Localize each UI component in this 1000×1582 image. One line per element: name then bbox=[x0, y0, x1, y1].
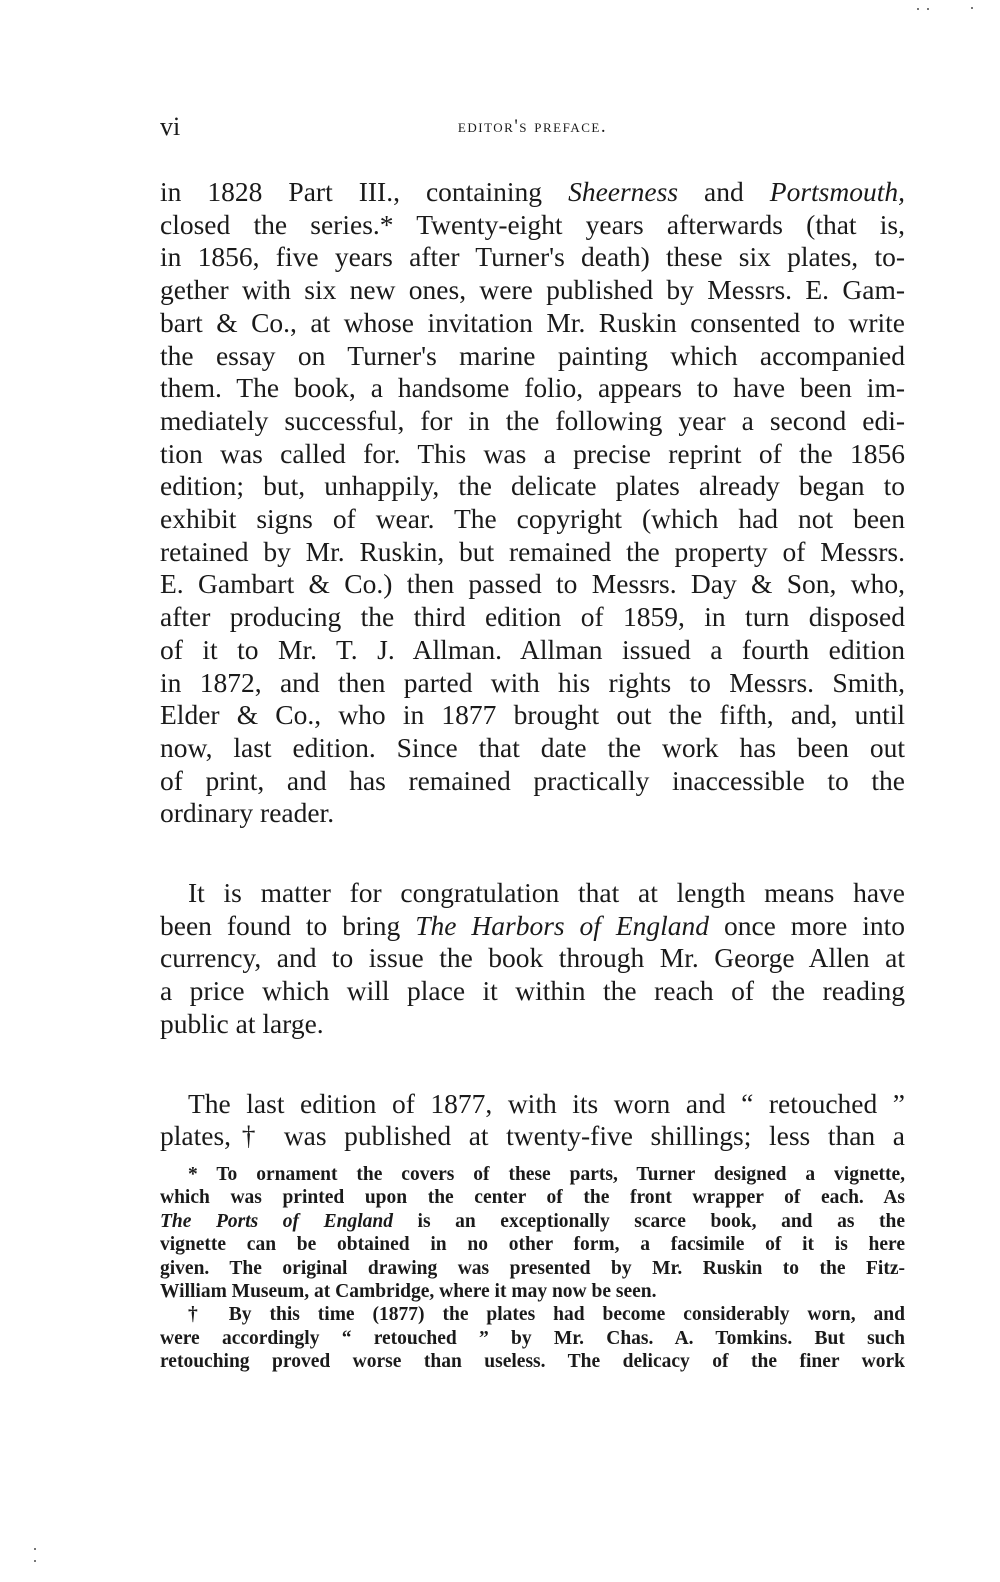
scan-speck bbox=[34, 1548, 36, 1550]
paragraph-3 bbox=[160, 1088, 905, 1153]
text-line: the essay on Turner's marine painting which accompanied bbox=[160, 339, 905, 371]
scan-speck bbox=[927, 8, 929, 10]
text-line: a price which will place it within the reach of the reading bbox=[160, 975, 905, 1007]
text-line: edition; but, unhappily, the delicate plates already began to bbox=[160, 470, 905, 502]
scan-speck bbox=[34, 1560, 36, 1562]
text-line: them. The book, a handsome folio, appears to have been im- bbox=[160, 372, 905, 404]
paragraph-1 bbox=[160, 176, 905, 830]
italic-title: Sheerness bbox=[568, 176, 679, 207]
italic-title: The Ports of England bbox=[160, 1210, 393, 1232]
page-number: vi bbox=[160, 112, 181, 141]
text-line: mediately successful, for in the following year a second edi- bbox=[160, 404, 905, 436]
text-line: † By this time (1877) the plates had become considerably worn, and bbox=[188, 1304, 905, 1326]
text-line: now, last edition. Since that date the work has been out bbox=[160, 731, 905, 763]
text-line: retained by Mr. Ruskin, but remained the property of Messrs. bbox=[160, 535, 905, 567]
scan-speck bbox=[971, 7, 973, 9]
running-head: editor's preface. bbox=[457, 116, 608, 137]
text-line: vignette can be obtained in no other form, a facsimile of it is here bbox=[160, 1234, 905, 1256]
footnotes bbox=[160, 1163, 905, 1374]
text-line: were accordingly “ retouched ” by Mr. Chas. A. Tomkins. But such bbox=[160, 1327, 905, 1349]
text-line: bart & Co., at whose invitation Mr. Ruskin consented to write bbox=[160, 306, 905, 338]
text-line: gether with six new ones, were published by Messrs. E. Gam- bbox=[160, 274, 905, 306]
footnote-dagger bbox=[160, 1303, 905, 1373]
scan-speck bbox=[917, 8, 919, 10]
text-line: public at large. bbox=[160, 1007, 324, 1039]
footnote-asterisk bbox=[160, 1163, 905, 1303]
text-line: which was printed upon the center of the front wrapper of each. As bbox=[160, 1187, 905, 1209]
text-line: Elder & Co., who in 1877 brought out the fifth, and, until bbox=[160, 699, 905, 731]
text-line: closed the series.* Twenty-eight years afterwards (that is, bbox=[160, 208, 905, 240]
text-line: in 1856, five years after Turner's death) these six plates, to- bbox=[160, 241, 905, 273]
text-line: exhibit signs of wear. The copyright (which had not been bbox=[160, 503, 905, 535]
text-line: The last edition of 1877, with its worn and “ retouched ” bbox=[188, 1087, 905, 1119]
italic-title: The Harbors of England bbox=[415, 909, 710, 941]
page-header bbox=[160, 112, 905, 146]
text-line: E. Gambart & Co.) then passed to Messrs. Day & Son, who, bbox=[160, 568, 905, 600]
text-line: It is matter for congratulation that at length means have bbox=[188, 877, 905, 909]
text-line: retouching proved worse than useless. The delicacy of the finer work bbox=[160, 1351, 905, 1373]
text-line: of it to Mr. T. J. Allman. Allman issued a fourth edition bbox=[160, 633, 905, 665]
text-line: been found to bring The Harbors of England once more into bbox=[160, 909, 905, 941]
text-line: of print, and has remained practically inaccessible to the bbox=[160, 764, 905, 796]
italic-title: Portsmouth, bbox=[769, 176, 905, 207]
text-line: plates,† was published at twenty-five shillings; less than a bbox=[160, 1120, 905, 1152]
text-line: tion was called for. This was a precise reprint of the 1856 bbox=[160, 437, 905, 469]
text-line: The Ports of England is an exceptionally scarce book, and as the bbox=[160, 1210, 905, 1232]
text-line: given. The original drawing was presented by Mr. Ruskin to the Fitz- bbox=[160, 1257, 905, 1279]
body-text bbox=[160, 176, 905, 1153]
text-line: currency, and to issue the book through Mr. George Allen at bbox=[160, 942, 905, 974]
text-line: William Museum, at Cambridge, where it may now be seen. bbox=[160, 1281, 657, 1303]
text-line: ordinary reader. bbox=[160, 797, 335, 829]
paragraph-2 bbox=[160, 877, 905, 1041]
text-line: after producing the third edition of 1859, in turn disposed bbox=[160, 601, 905, 633]
text-line: * To ornament the covers of these parts, Turner designed a vignette, bbox=[188, 1164, 905, 1185]
text-line: in 1872, and then parted with his rights to Messrs. Smith, bbox=[160, 666, 905, 698]
text-line: in 1828 Part III., containing Sheerness and Portsmouth, bbox=[160, 176, 905, 207]
